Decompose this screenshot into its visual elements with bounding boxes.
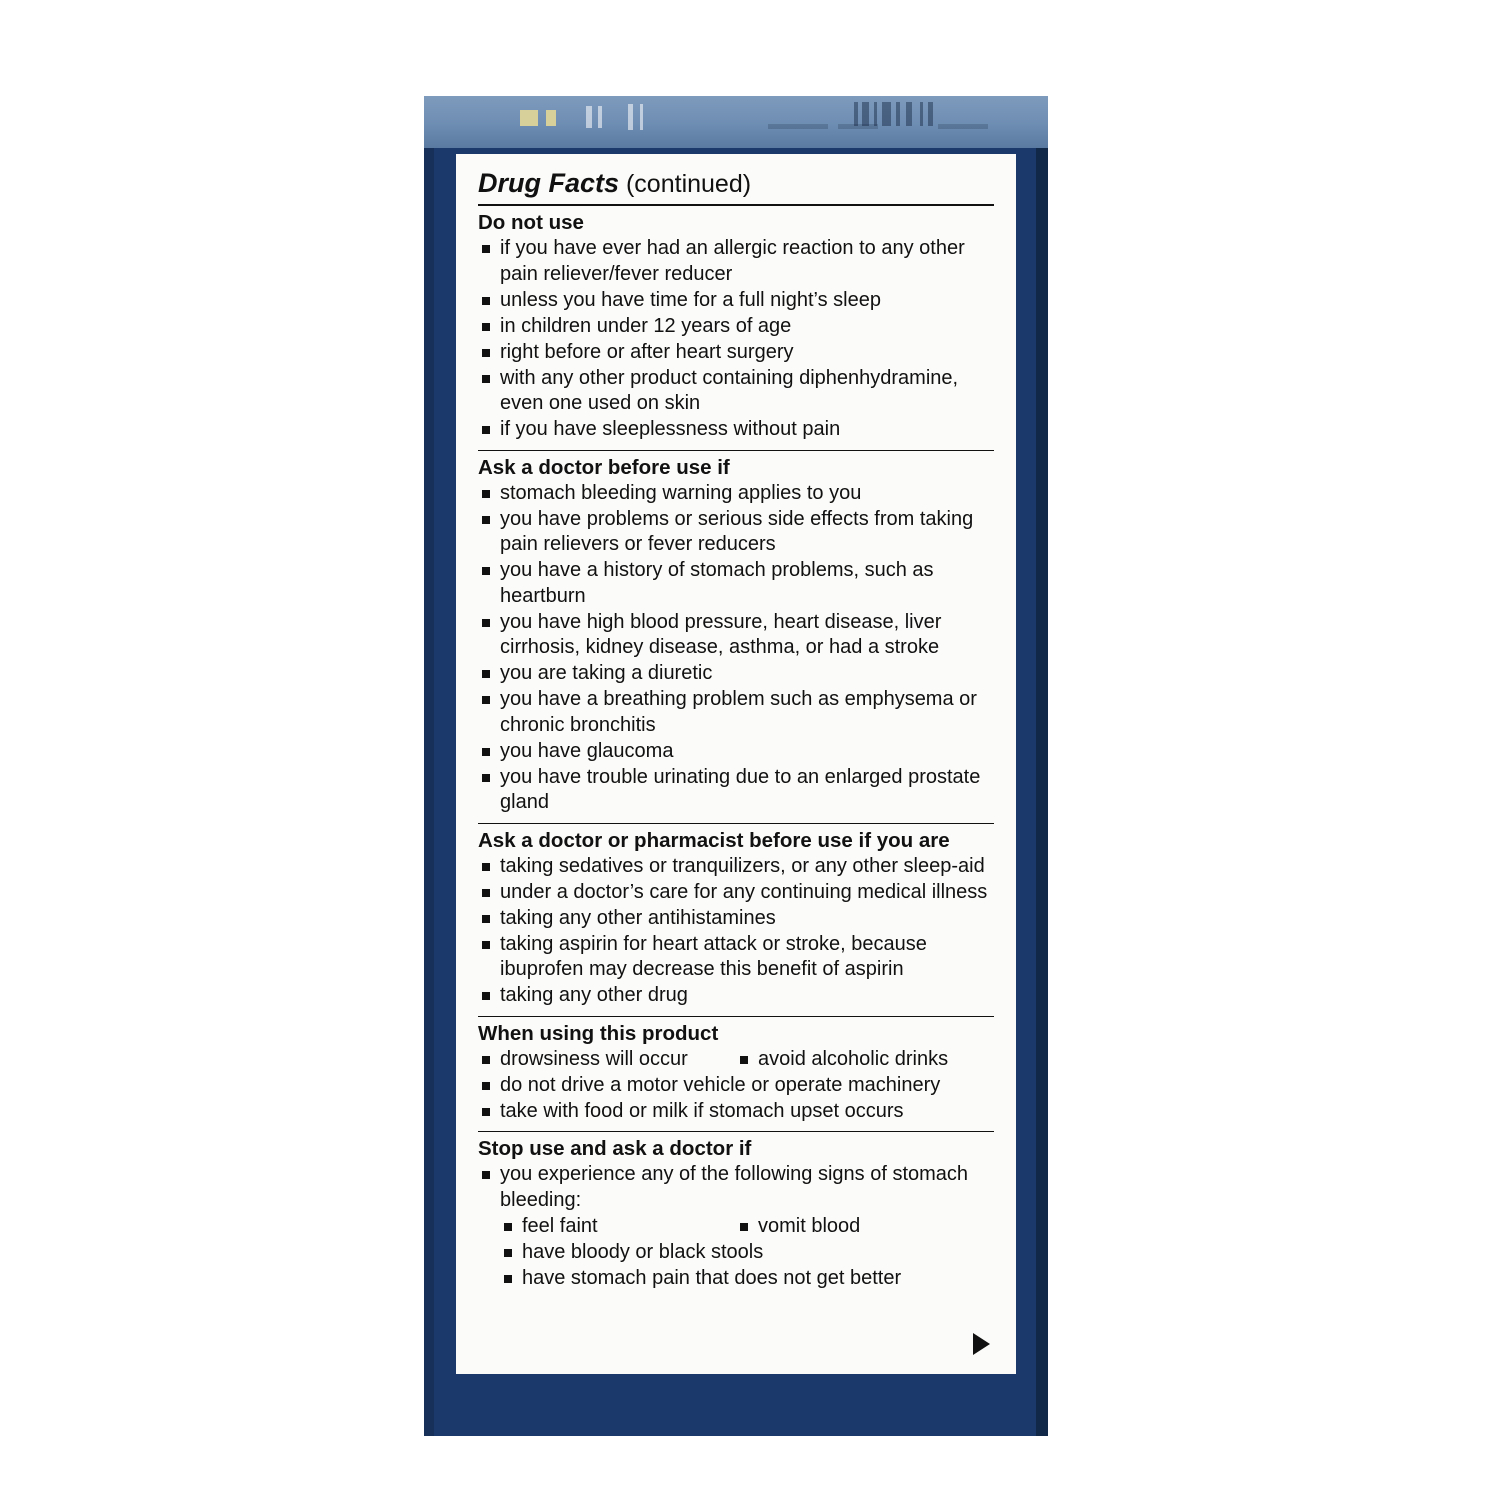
- section-divider-3: [478, 1016, 994, 1017]
- list-item: you have glaucoma: [478, 739, 994, 765]
- drug-facts-title-main: Drug Facts: [478, 168, 620, 198]
- list-item: you have a history of stomach problems, such as heartburn: [478, 558, 994, 609]
- top-mark-barcode-8: [928, 102, 933, 126]
- carton-left-edge: [424, 148, 434, 1436]
- top-mark-text-1: [768, 124, 828, 129]
- list-item: you experience any of the following signs of stomach bleeding:: [478, 1162, 994, 1213]
- top-mark-barcode-4: [882, 102, 891, 126]
- list-item: right before or after heart surgery: [478, 340, 994, 366]
- top-mark-barcode-2: [862, 102, 869, 126]
- section-list-when-using: [478, 1073, 994, 1125]
- section-heading-stop-use: Stop use and ask a doctor if: [478, 1137, 752, 1160]
- section-list-ask-doctor: [478, 481, 994, 816]
- list-item: you are taking a diuretic: [478, 661, 994, 687]
- list-item: avoid alcoholic drinks: [736, 1047, 994, 1073]
- top-mark-bar-4: [640, 104, 643, 130]
- top-mark-bar-3: [628, 104, 633, 130]
- list-item: you have a breathing problem such as emphysema or chronic bronchitis: [478, 687, 994, 738]
- list-item: if you have ever had an allergic reaction to any other pain reliever/fever reducer: [478, 236, 994, 287]
- section-heading-do-not-use: Do not use: [478, 211, 584, 234]
- top-mark-bar-1: [586, 106, 592, 128]
- section-heading-ask-doctor: Ask a doctor before use if: [478, 455, 730, 479]
- list-item: under a doctor’s care for any continuing medical illness: [478, 880, 994, 906]
- list-item: taking any other antihistamines: [478, 906, 994, 932]
- top-mark-barcode-7: [920, 102, 923, 126]
- list-item: drowsiness will occur: [478, 1047, 736, 1073]
- top-mark-yellow-1: [520, 110, 538, 126]
- list-item: stomach bleeding warning applies to you: [478, 481, 994, 507]
- list-item: feel faint: [478, 1214, 736, 1240]
- section-list-do-not-use: [478, 236, 994, 443]
- list-item: vomit blood: [736, 1214, 994, 1240]
- section-list-when-using-inline-a: [478, 1047, 736, 1073]
- section-sublist-stop-use-inline-a: [478, 1214, 736, 1240]
- list-item: taking aspirin for heart attack or stroke, because ibuprofen may decrease this benefit of aspirin: [478, 932, 994, 983]
- list-item: taking sedatives or tranquilizers, or any other sleep-aid: [478, 854, 994, 880]
- section-list-ask-pharmacist: [478, 854, 994, 1009]
- top-mark-barcode-5: [896, 102, 900, 126]
- section-heading-ask-pharmacist: Ask a doctor or pharmacist before use if you are: [478, 828, 950, 852]
- title-divider: [478, 204, 994, 206]
- drug-facts-title-suffix: (continued): [625, 170, 752, 198]
- list-item: do not drive a motor vehicle or operate machinery: [478, 1073, 994, 1099]
- top-mark-barcode-1: [854, 102, 858, 126]
- continuation-arrow-icon: [973, 1333, 990, 1355]
- drug-facts-panel: [456, 154, 1016, 1374]
- list-item: in children under 12 years of age: [478, 314, 994, 340]
- top-mark-text-3: [938, 124, 988, 129]
- carton-top-face: [424, 96, 1048, 148]
- when-using-inline-row: [478, 1047, 994, 1073]
- list-item: you have problems or serious side effects from taking pain relievers or fever reducers: [478, 507, 994, 558]
- top-mark-text-2: [838, 124, 878, 129]
- top-mark-barcode-3: [874, 102, 877, 126]
- stop-use-inline-row: [478, 1214, 994, 1240]
- section-sublist-stop-use: [478, 1240, 994, 1292]
- section-list-stop-use: [478, 1162, 994, 1213]
- carton-right-edge: [1036, 148, 1048, 1436]
- section-divider-1: [478, 450, 994, 451]
- section-list-when-using-inline-b: [736, 1047, 994, 1073]
- top-mark-bar-2: [598, 106, 602, 128]
- list-item: taking any other drug: [478, 983, 994, 1009]
- section-divider-4: [478, 1131, 994, 1132]
- section-divider-2: [478, 823, 994, 824]
- list-item: have bloody or black stools: [478, 1240, 994, 1266]
- list-item: unless you have time for a full night’s sleep: [478, 288, 994, 314]
- carton-top-printing: [468, 96, 1042, 148]
- top-mark-barcode-6: [906, 102, 912, 126]
- medicine-carton: [424, 96, 1048, 1436]
- list-item: if you have sleeplessness without pain: [478, 417, 994, 443]
- drug-facts-title: [478, 168, 994, 204]
- list-item: you have high blood pressure, heart disease, liver cirrhosis, kidney disease, asthma, or had a stroke: [478, 610, 994, 661]
- list-item: take with food or milk if stomach upset occurs: [478, 1099, 994, 1125]
- list-item: with any other product containing diphenhydramine, even one used on skin: [478, 366, 994, 417]
- section-heading-when-using: When using this product: [478, 1021, 719, 1045]
- list-item: you have trouble urinating due to an enlarged prostate gland: [478, 765, 994, 816]
- top-mark-yellow-2: [546, 110, 556, 126]
- list-item: have stomach pain that does not get better: [478, 1266, 994, 1292]
- section-sublist-stop-use-inline-b: [736, 1214, 994, 1240]
